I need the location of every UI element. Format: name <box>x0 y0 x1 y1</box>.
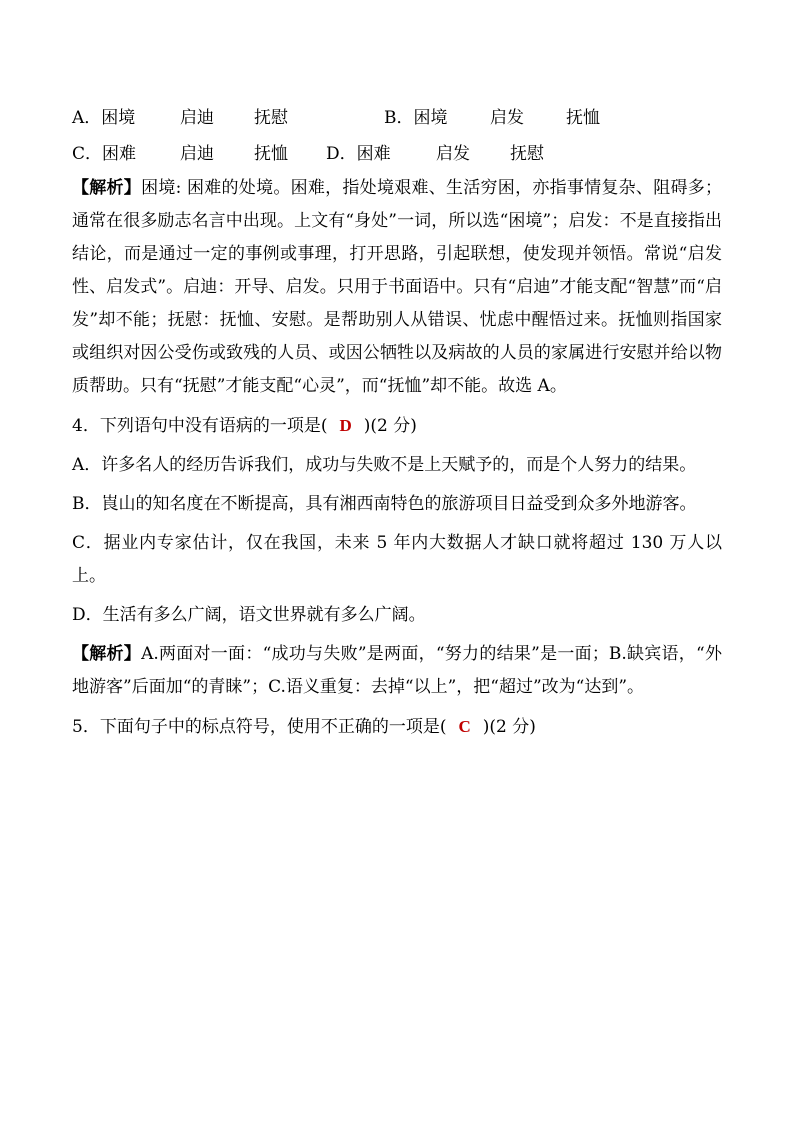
q4-analysis-text: A.两面对一面：“成功与失败”是两面，“努力的结果”是一面；B.缺宾语，“外地游客”后面加“的青睐”；C.语义重复：去掉“以上”，把“超过”改为“达到”。 <box>72 644 723 697</box>
q3-option-a-word2: 启迪 <box>180 108 214 128</box>
q3-options-row-2 <box>72 136 722 172</box>
q3-option-c-word2: 启迪 <box>180 144 214 164</box>
q3-option-b-word3: 抚恤 <box>566 108 600 128</box>
q4-stem <box>72 409 722 443</box>
q3-option-b-label: B．困境 <box>384 108 448 128</box>
q4-analysis <box>72 638 722 704</box>
q4-option-c: C．据业内专家估计，仅在我国，未来 5 年内大数据人才缺口就将超过 130 万人以上。 <box>72 533 722 586</box>
q4-answer: D <box>339 416 352 435</box>
q3-option-a-word3: 抚慰 <box>254 108 288 128</box>
q3-options-row-1 <box>72 100 722 136</box>
q3-option-d-word3: 抚慰 <box>510 144 544 164</box>
q3-option-b-word2: 启发 <box>490 108 524 128</box>
q5-stem-points: )(2 分) <box>482 717 536 737</box>
q5-answer: C <box>458 717 471 736</box>
q4-option-d: D．生活有多么广阔，语文世界就有多么广阔。 <box>72 605 426 625</box>
q3-analysis-text: 困境: 困难的处境。困难，指处境艰难、生活穷困，亦指事情复杂、阻碍多；通常在很多励志名言中出现。上文有“身处”一词，所以选“困境”；启发：不是直接指出结论，而是通过一定的事例或事理，打开思路，引起联想，使发现并领悟。常说“启发性、启发式”。启迪：开导、启发。只用于书面语中。只有“启迪”才能支配“智慧”而“启发”却不能；抚慰：抚恤、安慰。是帮助别人从错误、忧虑中醒悟过来。抚恤则指国家或组织对因公受伤或致残的人员、或因公牺牲以及病故的人员的家属进行安慰并给以物质帮助。只有“抚慰”才能支配“心灵”，而“抚恤”却不能。故选 A。 <box>72 178 723 396</box>
q4-stem-text: 4．下列语句中没有语病的一项是( <box>72 416 328 436</box>
q5-stem <box>72 710 722 744</box>
q3-analysis <box>72 172 722 403</box>
document-page <box>72 100 722 744</box>
q4-stem-points: )(2 分) <box>363 416 417 436</box>
q3-option-d-label: D．困难 <box>326 144 391 164</box>
q4-option-a: A．许多名人的经历告诉我们，成功与失败不是上天赋予的，而是个人努力的结果。 <box>72 455 697 475</box>
q4-option-b: B．崀山的知名度在不断提高，具有湘西南特色的旅游项目日益受到众多外地游客。 <box>72 494 697 514</box>
q3-option-c-label: C．困难 <box>72 144 137 164</box>
q3-option-a-label: A．困境 <box>72 108 136 128</box>
q3-option-d-word2: 启发 <box>436 144 470 164</box>
q5-stem-text: 5．下面句子中的标点符号，使用不正确的一项是( <box>72 717 447 737</box>
q3-option-c-word3: 抚恤 <box>254 144 288 164</box>
analysis-tag: 【解析】 <box>72 178 142 198</box>
analysis-tag: 【解析】 <box>72 644 142 664</box>
